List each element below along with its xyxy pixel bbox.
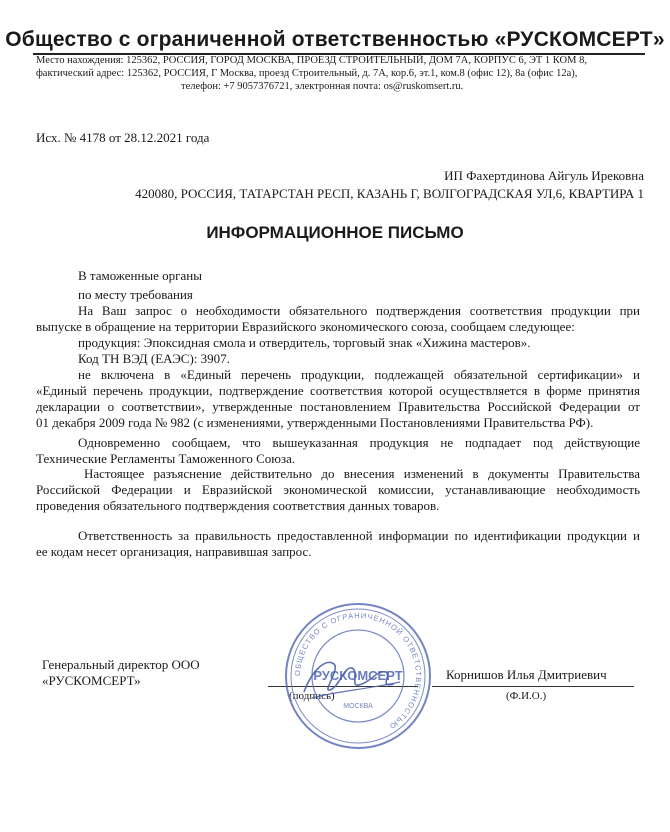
body-p5-line1: Ответственность за правильность предоставленной информации по идентификации продукции и: [78, 528, 640, 543]
name-caption: (Ф.И.О.): [506, 690, 547, 702]
signature-caption: (подпись): [289, 690, 335, 702]
addressee-line-2: по месту требования: [78, 287, 193, 302]
body-p3-line2: Технические Регламенты Таможенного Союза.: [36, 451, 296, 466]
recipient-address: 420080, РОССИЯ, ТАТАРСТАН РЕСП, КАЗАНЬ Г, ВОЛГОГРАДСКАЯ УЛ,6, КВАРТИРА 1: [135, 186, 644, 201]
name-line: [432, 686, 634, 687]
signer-name: Корнишов Илья Дмитриевич: [446, 667, 607, 682]
code-line: Код ТН ВЭД (ЕАЭС): 3907.: [78, 351, 230, 366]
actual-address: фактический адрес: 125362, РОССИЯ, Г Москва, проезд Строительный, д. 7А, кор.6, эт.1, ком.8 (офис 12), 8а (офис 12а),: [36, 68, 578, 79]
body-p5-line2: ее кодам несет организация, направившая запрос.: [36, 544, 312, 559]
body-p2-line2: «Единый перечень продукции, подтверждение соответствия которой осуществляется в форме принятия: [36, 383, 640, 398]
legal-address: Место нахождения: 125362, РОССИЯ, ГОРОД МОСКВА, ПРОЕЗД СТРОИТЕЛЬНЫЙ, ДОМ 7А, КОРПУС 6, ЭТ 1 КОМ 8,: [36, 55, 587, 66]
body-p1-line2: выпуске в обращение на территории Евразийского экономического союза, сообщаем следующее:: [36, 319, 575, 334]
recipient-name: ИП Фахертдинова Айгуль Ирековна: [444, 168, 644, 183]
addressee-line-1: В таможенные органы: [78, 268, 202, 283]
company-seal-stamp: [282, 600, 434, 752]
outgoing-reference: Исх. № 4178 от 28.12.2021 года: [36, 130, 210, 145]
body-p2-line1: не включена в «Единый перечень продукции, подлежащей обязательной сертификации» и: [78, 367, 640, 382]
body-p3-line1: Одновременно сообщаем, что вышеуказанная продукция не подпадает под действующие: [78, 435, 640, 450]
body-p2-line3: декларации о соответствии», утвержденные постановлением Правительства Российской Федерации от: [36, 399, 640, 414]
document-title: ИНФОРМАЦИОННОЕ ПИСЬМО: [206, 223, 464, 242]
body-p1-line1: На Ваш запрос о необходимости обязательного подтверждения соответствия продукции при: [78, 303, 640, 318]
company-name: Общество с ограниченной ответственностью «РУСКОМСЕРТ»: [5, 28, 665, 51]
stamp-city-text: МОСКВА: [343, 703, 373, 710]
stamp-center-text: РУСКОМСЕРТ: [313, 668, 403, 683]
body-p2-line4: 01 декабря 2009 года № 982 (с изменениями, утвержденными Постановлениями Правительства РФ).: [36, 415, 594, 430]
body-p4-line2: Российской Федерации и Евразийской экономической комиссии, устанавливающие необходимость: [36, 482, 640, 497]
signer-position-line2: «РУСКОМСЕРТ»: [42, 673, 141, 688]
signer-position-line1: Генеральный директор ООО: [42, 657, 200, 672]
product-line: продукция: Эпоксидная смола и отвердитель, торговый знак «Хижина мастеров».: [78, 335, 531, 350]
body-p4-line1: Настоящее разъяснение действительно до внесения изменений в документы Правительства: [84, 466, 640, 481]
stamp-ring-text: ОБЩЕСТВО С ОГРАНИЧЕННОЙ ОТВЕТСТВЕННОСТЬЮ: [292, 610, 424, 732]
body-p4-line3: проведения обязательного подтверждения соответствия данных товаров.: [36, 498, 440, 513]
contacts-line: телефон: +7 9057376721, электронная почта: os@ruskomsert.ru.: [181, 81, 464, 92]
